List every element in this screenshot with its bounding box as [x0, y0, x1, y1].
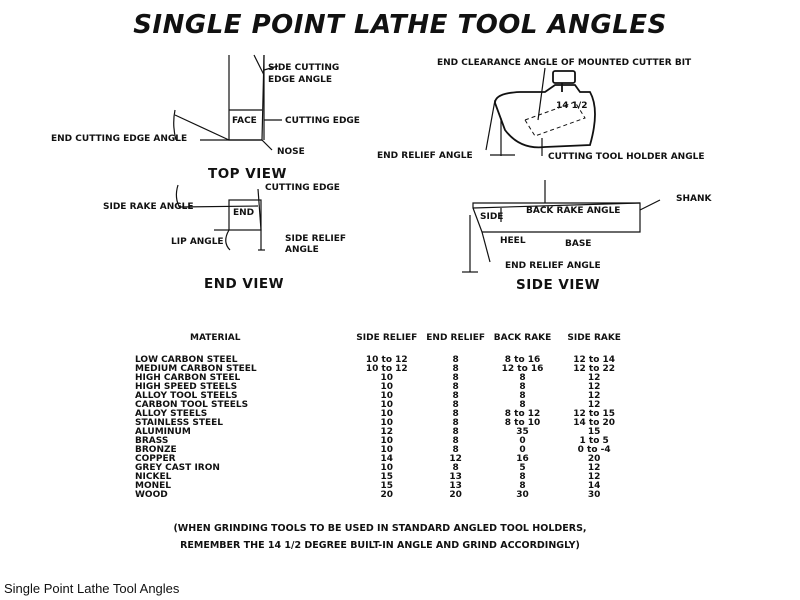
label-cutting-edge-top: CUTTING EDGE [285, 116, 360, 126]
label-side-cutting-edge-2: EDGE ANGLE [268, 75, 333, 85]
back-rake-cell: 8 [519, 481, 526, 491]
table-row [130, 446, 630, 455]
label-face: FACE [232, 116, 257, 126]
end-relief-cell: 8 [452, 436, 459, 446]
holder-screw [553, 71, 575, 83]
table-row [130, 464, 630, 473]
top-view-diagram [174, 55, 282, 150]
side-relief-cell: 14 [380, 454, 394, 464]
back-rake-cell: 8 to 10 [504, 418, 541, 428]
table-row [130, 437, 630, 446]
side-view-diagram [462, 180, 660, 272]
side-relief-cell: 10 [380, 391, 394, 401]
back-rake-cell: 35 [516, 427, 529, 437]
material-cell: HIGH SPEED STEELS [135, 382, 238, 392]
side-rake-cell: 20 [587, 454, 601, 464]
side-relief-cell: 15 [380, 481, 394, 491]
material-cell: ALUMINUM [135, 427, 191, 437]
side-rake-cell: 0 to -4 [577, 445, 611, 455]
header-end-relief: END RELIEF [426, 333, 486, 343]
side-cutting-edge-angle-arc [254, 55, 264, 75]
label-lip-angle: LIP ANGLE [171, 237, 224, 247]
table-row [130, 491, 630, 500]
material-cell: BRASS [135, 436, 169, 446]
side-relief-cell: 10 [380, 463, 394, 473]
end-clearance-leader [538, 68, 545, 120]
side-rake-cell: 15 [587, 427, 601, 437]
end-view-title: END VIEW [204, 276, 285, 292]
material-cell: GREY CAST IRON [135, 463, 220, 473]
label-end-relief-angle-holder: END RELIEF ANGLE [377, 151, 473, 161]
label-shank: SHANK [676, 194, 712, 204]
image-caption: Single Point Lathe Tool Angles [4, 581, 180, 596]
material-cell: MONEL [135, 481, 172, 491]
back-rake-cell: 8 to 12 [504, 409, 541, 419]
side-rake-cell: 12 to 14 [573, 355, 616, 365]
end-relief-cell: 8 [452, 463, 459, 473]
label-side-cutting-edge-1: SIDE CUTTING [268, 63, 340, 73]
side-relief-cell: 10 [380, 373, 394, 383]
back-rake-cell: 30 [516, 490, 529, 500]
nose-leader [262, 140, 272, 150]
header-back-rake: BACK RAKE [493, 333, 552, 343]
side-relief-cell: 10 to 12 [365, 355, 408, 365]
page-title: SINGLE POINT LATHE TOOL ANGLES [133, 10, 667, 40]
label-end-relief-angle-side: END RELIEF ANGLE [505, 261, 601, 271]
side-rake-cell: 12 [587, 472, 601, 482]
label-base: BASE [565, 239, 592, 249]
end-relief-line [486, 100, 495, 150]
side-relief-cell: 12 [380, 427, 394, 437]
note-line-1: (WHEN GRINDING TOOLS TO BE USED IN STANDARD ANGLED TOOL HOLDERS, [173, 523, 587, 534]
label-angle-value: 14 1/2 [556, 101, 588, 111]
side-relief-cell: 15 [380, 472, 394, 482]
material-cell: NICKEL [135, 472, 172, 482]
side-rake-cell: 30 [587, 490, 601, 500]
end-relief-cell: 20 [449, 490, 462, 500]
side-rake-cell: 12 to 22 [573, 364, 616, 374]
side-relief-cell: 20 [380, 490, 394, 500]
side-rake-cell: 14 to 20 [573, 418, 616, 428]
material-cell: COPPER [135, 454, 176, 464]
side-relief-cell: 10 [380, 409, 394, 419]
side-relief-cell: 10 [380, 400, 394, 410]
end-relief-cell: 13 [449, 481, 462, 491]
back-rake-cell: 16 [516, 454, 529, 464]
label-back-rake-angle: BACK RAKE ANGLE [526, 206, 621, 216]
table-row [130, 473, 630, 482]
back-rake-cell: 8 [519, 373, 526, 383]
end-relief-cell: 8 [452, 355, 459, 365]
end-relief-cell: 8 [452, 445, 459, 455]
label-heel: HEEL [500, 236, 526, 246]
end-relief-cell: 8 [452, 418, 459, 428]
tool-bit-outline [229, 55, 264, 140]
side-rake-cell: 12 [587, 382, 601, 392]
side-view-title: SIDE VIEW [516, 277, 600, 293]
header-material: MATERIAL [190, 333, 241, 343]
side-rake-cell: 12 [587, 400, 601, 410]
side-rake-cell: 12 [587, 391, 601, 401]
back-rake-cell: 5 [519, 463, 526, 473]
end-relief-cell: 8 [452, 382, 459, 392]
material-cell: MEDIUM CARBON STEEL [135, 364, 257, 374]
label-nose: NOSE [277, 147, 305, 157]
back-rake-cell: 8 [519, 391, 526, 401]
end-relief-cell: 8 [452, 400, 459, 410]
side-rake-cell: 12 [587, 463, 601, 473]
end-relief-cell: 12 [449, 454, 462, 464]
material-cell: ALLOY TOOL STEELS [135, 391, 238, 401]
table-row [130, 482, 630, 491]
material-cell: ALLOY STEELS [135, 409, 208, 419]
angles-table [130, 334, 630, 500]
side-relief-cell: 10 to 12 [365, 364, 408, 374]
end-relief-cell: 8 [452, 364, 459, 374]
back-rake-cell: 8 to 16 [504, 355, 541, 365]
table-header-row [130, 334, 630, 356]
label-side-rake-angle: SIDE RAKE ANGLE [103, 202, 194, 212]
header-side-rake: SIDE RAKE [567, 333, 621, 343]
lip-angle-arc [226, 230, 230, 250]
side-rake-cell: 12 [587, 373, 601, 383]
material-cell: HIGH CARBON STEEL [135, 373, 241, 383]
label-end-cutting-edge-angle: END CUTTING EDGE ANGLE [51, 134, 188, 144]
back-rake-cell: 0 [519, 436, 526, 446]
material-cell: BRONZE [135, 445, 177, 455]
grinding-note [150, 520, 610, 554]
note-line-2: REMEMBER THE 14 1/2 DEGREE BUILT-IN ANGLE AND GRIND ACCORDINGLY) [180, 540, 580, 551]
label-end-clearance-angle: END CLEARANCE ANGLE OF MOUNTED CUTTER BIT [437, 58, 692, 68]
label-cutting-edge-end: CUTTING EDGE [265, 183, 340, 193]
material-cell: CARBON TOOL STEELS [135, 400, 249, 410]
material-cell: WOOD [135, 490, 168, 500]
material-cell: STAINLESS STEEL [135, 418, 223, 428]
shank-leader [640, 200, 660, 210]
label-end: END [233, 208, 255, 218]
side-rake-cell: 1 to 5 [579, 436, 609, 446]
side-relief-cell: 10 [380, 382, 394, 392]
side-rake-cell: 12 to 15 [573, 409, 616, 419]
top-view-title: TOP VIEW [208, 166, 287, 182]
back-rake-cell: 12 to 16 [501, 364, 544, 374]
back-rake-cell: 8 [519, 382, 526, 392]
holder-view-diagram [486, 68, 595, 156]
end-relief-cell: 8 [452, 373, 459, 383]
label-side-relief-1: SIDE RELIEF [285, 234, 347, 244]
side-rake-cell: 14 [587, 481, 601, 491]
back-rake-cell: 8 [519, 472, 526, 482]
end-relief-cell: 8 [452, 427, 459, 437]
end-relief-cell: 8 [452, 409, 459, 419]
header-side-relief: SIDE RELIEF [356, 333, 418, 343]
table-row [130, 428, 630, 437]
back-rake-cell: 0 [519, 445, 526, 455]
side-relief-cell: 10 [380, 418, 394, 428]
side-relief-cell: 10 [380, 436, 394, 446]
label-side-relief-2: ANGLE [285, 245, 319, 255]
material-cell: LOW CARBON STEEL [135, 355, 238, 365]
tool-holder-body [495, 85, 595, 147]
side-relief-cell: 10 [380, 445, 394, 455]
table-row [130, 419, 630, 428]
end-relief-cell: 13 [449, 472, 462, 482]
label-side: SIDE [480, 212, 504, 222]
label-cutting-tool-holder-angle: CUTTING TOOL HOLDER ANGLE [548, 152, 705, 162]
side-end-relief-line [482, 232, 490, 262]
end-relief-cell: 8 [452, 391, 459, 401]
back-rake-cell: 8 [519, 400, 526, 410]
angles-table-body [130, 356, 630, 500]
